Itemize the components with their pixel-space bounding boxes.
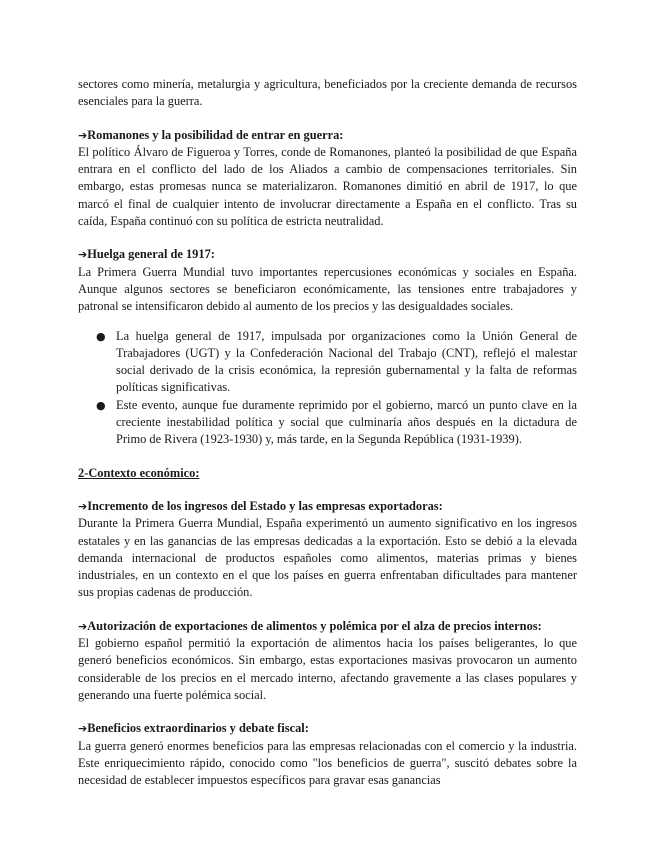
section-heading-exportaciones: ➔Autorización de exportaciones de alimentos y polémica por el alza de precios internos: (78, 618, 542, 633)
bullet-icon: ● (96, 329, 106, 343)
section-heading-romanones: ➔Romanones y la posibilidad de entrar en guerra: (78, 127, 344, 142)
arrow-icon: ➔ (78, 248, 88, 262)
intro-paragraph: sectores como minería, metalurgia y agricultura, beneficiados por la creciente demanda de recursos esenciales para la guerra. (78, 77, 577, 109)
paragraph-beneficios: La guerra generó enormes beneficios para las empresas relacionadas con el comercio y la industria. Este enriquecimiento rápido, conocido como "los beneficios de guerra", suscitó debates sobre la necesidad de establecer impuestos específicos para gravar esas ganancias (78, 738, 577, 788)
paragraph-ingresos: Durante la Primera Guerra Mundial, España experimentó un aumento significativo en los ingresos estatales y en las ganancias de las empresas dedicadas a la exportación. Esto se debió a la elevada demanda internacional de productos españoles como alimentos, materias primas y bienes industriales, en un contexto en el que los países en guerra enfrentaban dificultades para mantener sus propias cadenas de producción. (78, 516, 577, 600)
arrow-icon: ➔ (78, 499, 88, 513)
section-heading-huelga: ➔Huelga general de 1917: (78, 247, 215, 262)
arrow-icon: ➔ (78, 128, 88, 142)
bullet-list (78, 328, 577, 449)
list-item: ● La huelga general de 1917, impulsada por organizaciones como la Unión General de Trabajadores (UGT) y la Confederación Nacional del Trabajo (CNT), reflejó el malestar social derivado de la crisis económica, la represión gubernamental y la falta de reformas políticas significativas. (96, 328, 577, 395)
section-heading-ingresos: ➔Incremento de los ingresos del Estado y las empresas exportadoras: (78, 498, 443, 513)
list-item: ● Este evento, aunque fue duramente reprimido por el gobierno, marcó un punto clave en la creciente inestabilidad política y social que culminaría años después en la dictadura de Primo de Rivera (1923-1930) y, más tarde, en la Segunda República (1931-1939). (96, 397, 577, 447)
page-content (78, 76, 577, 789)
section-title-contexto-economico: 2-Contexto económico: (78, 465, 200, 480)
paragraph-exportaciones: El gobierno español permitió la exportación de alimentos hacia los países beligerantes, lo que generó beneficios económicos. Sin embargo, estas exportaciones masivas provocaron un aumento considerable de los precios en el mercado interno, afectando gravemente a las clases populares y generando una fuerte polémica social. (78, 636, 577, 702)
arrow-icon: ➔ (78, 722, 88, 736)
arrow-icon: ➔ (78, 619, 88, 633)
paragraph-huelga: La Primera Guerra Mundial tuvo importantes repercusiones económicas y sociales en España. Aunque algunos sectores se beneficiaron económicamente, las tensiones entre trabajadores y patronal se intensificaron debido al aumento de los precios y las desigualdades sociales. (78, 264, 577, 314)
section-heading-beneficios: ➔Beneficios extraordinarios y debate fiscal: (78, 721, 309, 736)
bullet-icon: ● (96, 398, 106, 412)
paragraph-romanones: El político Álvaro de Figueroa y Torres, conde de Romanones, planteó la posibilidad de que España entrara en el conflicto del lado de los Aliados a cambio de compensaciones territoriales. Sin embargo, estas promesas nunca se materializaron. Romanones dimitió en abril de 1917, lo que marcó el final de cualquier intento de involucrar directamente a España en el conflicto. Tras su caída, España continuó con su política de estricta neutralidad. (78, 144, 577, 229)
